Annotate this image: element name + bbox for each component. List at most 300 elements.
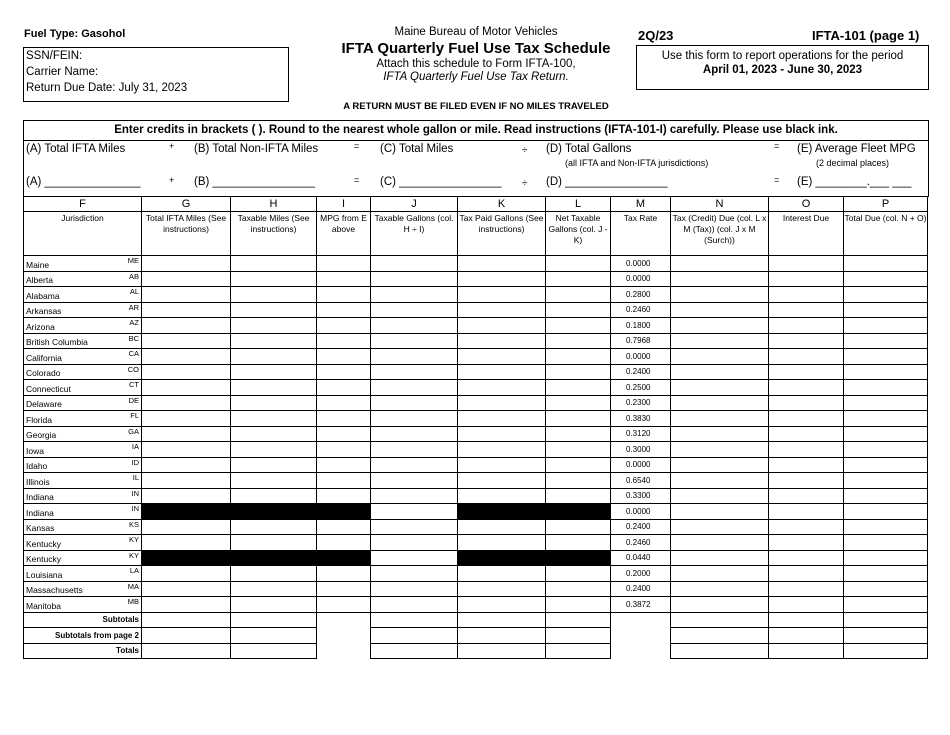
entry-cell-i[interactable] bbox=[317, 473, 371, 489]
entry-cell-l[interactable] bbox=[546, 581, 611, 597]
entry-cell-k[interactable] bbox=[458, 395, 546, 411]
table-row bbox=[24, 457, 928, 473]
entry-cell-p[interactable] bbox=[844, 519, 928, 535]
entry-cell-p[interactable] bbox=[844, 333, 928, 349]
tax-rate-cell: 0.7968 bbox=[611, 333, 671, 349]
column-header: Tax Paid Gallons (See instructions) bbox=[458, 212, 546, 256]
entry-cell-p[interactable] bbox=[844, 426, 928, 442]
total-cell-g[interactable] bbox=[142, 612, 231, 628]
jurisdiction-code: KY bbox=[128, 550, 139, 560]
total-ifta-miles-label: (A) Total IFTA Miles bbox=[26, 143, 126, 155]
entry-cell-k[interactable] bbox=[458, 442, 546, 458]
table-row bbox=[24, 256, 928, 272]
entry-cell-k[interactable] bbox=[458, 256, 546, 272]
jurisdiction-code: MB bbox=[127, 597, 139, 606]
entry-cell-h[interactable] bbox=[231, 426, 317, 442]
entry-cell-l[interactable] bbox=[546, 318, 611, 334]
jurisdiction-cell bbox=[24, 302, 142, 318]
entry-cell-p[interactable] bbox=[844, 442, 928, 458]
entry-cell-n[interactable] bbox=[671, 581, 769, 597]
entry-cell-h[interactable] bbox=[231, 535, 317, 551]
entry-cell-i[interactable] bbox=[317, 581, 371, 597]
entry-cell-o[interactable] bbox=[769, 380, 844, 396]
entry-cell-k[interactable] bbox=[458, 597, 546, 613]
form-header bbox=[300, 26, 652, 83]
tax-rate-cell: 0.2500 bbox=[611, 380, 671, 396]
column-letter: P bbox=[844, 197, 928, 212]
entry-cell-o[interactable] bbox=[769, 287, 844, 303]
jurisdiction-name: Manitoba bbox=[26, 600, 61, 611]
entry-cell-g[interactable] bbox=[142, 395, 231, 411]
entry-cell-p[interactable] bbox=[844, 504, 928, 520]
entry-cell-g[interactable] bbox=[142, 597, 231, 613]
entry-cell-p[interactable] bbox=[844, 380, 928, 396]
entry-cell-l[interactable] bbox=[546, 488, 611, 504]
entry-cell-k[interactable] bbox=[458, 535, 546, 551]
jurisdiction-code: AR bbox=[128, 302, 139, 312]
jurisdiction-code: AB bbox=[128, 271, 139, 281]
entry-cell-h[interactable] bbox=[231, 380, 317, 396]
entry-cell-l[interactable] bbox=[546, 411, 611, 427]
entry-cell-k[interactable] bbox=[458, 411, 546, 427]
total-cell-p[interactable] bbox=[844, 643, 928, 659]
entry-cell-k[interactable] bbox=[458, 318, 546, 334]
total-cell-n[interactable] bbox=[671, 643, 769, 659]
tax-rate-cell: 0.6540 bbox=[611, 473, 671, 489]
entry-cell-i[interactable] bbox=[317, 333, 371, 349]
total-non-ifta-miles-input[interactable]: (B) ________________ bbox=[194, 176, 315, 188]
table-row bbox=[24, 597, 928, 613]
jurisdiction-code: IN bbox=[131, 504, 139, 513]
jurisdiction-code: ME bbox=[127, 256, 139, 265]
entry-cell-j[interactable] bbox=[371, 426, 458, 442]
entry-cell-j[interactable] bbox=[371, 535, 458, 551]
entry-cell-g[interactable] bbox=[142, 380, 231, 396]
total-cell-p[interactable] bbox=[844, 612, 928, 628]
table-row bbox=[24, 271, 928, 287]
entry-cell-p[interactable] bbox=[844, 411, 928, 427]
entry-cell-k[interactable] bbox=[458, 566, 546, 582]
entry-cell-p[interactable] bbox=[844, 287, 928, 303]
entry-cell-l[interactable] bbox=[546, 380, 611, 396]
entry-cell-i[interactable] bbox=[317, 318, 371, 334]
entry-cell-n[interactable] bbox=[671, 287, 769, 303]
total-cell-h[interactable] bbox=[231, 612, 317, 628]
entry-cell-o[interactable] bbox=[769, 457, 844, 473]
entry-cell-j[interactable] bbox=[371, 550, 458, 566]
entry-cell-k[interactable] bbox=[458, 519, 546, 535]
entry-cell-n[interactable] bbox=[671, 535, 769, 551]
entry-cell-g[interactable] bbox=[142, 442, 231, 458]
entry-cell-j[interactable] bbox=[371, 504, 458, 520]
entry-cell-i[interactable] bbox=[317, 566, 371, 582]
column-letter: N bbox=[671, 197, 769, 212]
entry-cell-p[interactable] bbox=[844, 364, 928, 380]
entry-cell-j[interactable] bbox=[371, 488, 458, 504]
entry-cell-k[interactable] bbox=[458, 302, 546, 318]
entry-cell-o[interactable] bbox=[769, 488, 844, 504]
entry-cell-n[interactable] bbox=[671, 488, 769, 504]
quarter-label: 2Q/23 bbox=[638, 28, 674, 43]
blocked-cell bbox=[231, 550, 317, 566]
table-row bbox=[24, 566, 928, 582]
jurisdiction-cell bbox=[24, 566, 142, 582]
entry-cell-l[interactable] bbox=[546, 364, 611, 380]
entry-cell-k[interactable] bbox=[458, 364, 546, 380]
subtotals-row-label: Subtotals bbox=[24, 612, 142, 628]
entry-cell-o[interactable] bbox=[769, 395, 844, 411]
entry-cell-l[interactable] bbox=[546, 597, 611, 613]
total-cell-j[interactable] bbox=[371, 612, 458, 628]
total-cell-p[interactable] bbox=[844, 628, 928, 644]
entry-cell-h[interactable] bbox=[231, 488, 317, 504]
jurisdiction-cell bbox=[24, 597, 142, 613]
entry-cell-n[interactable] bbox=[671, 380, 769, 396]
jurisdiction-name: Florida bbox=[26, 414, 52, 425]
entry-cell-p[interactable] bbox=[844, 271, 928, 287]
jurisdiction-cell bbox=[24, 287, 142, 303]
total-cell-o[interactable] bbox=[769, 643, 844, 659]
entry-cell-o[interactable] bbox=[769, 597, 844, 613]
entry-cell-n[interactable] bbox=[671, 597, 769, 613]
form-title: IFTA Quarterly Fuel Use Tax Schedule bbox=[341, 40, 611, 57]
entry-cell-h[interactable] bbox=[231, 411, 317, 427]
entry-cell-n[interactable] bbox=[671, 333, 769, 349]
total-cell-n[interactable] bbox=[671, 612, 769, 628]
entry-cell-l[interactable] bbox=[546, 333, 611, 349]
table-row bbox=[24, 473, 928, 489]
entry-cell-h[interactable] bbox=[231, 395, 317, 411]
form-id: IFTA-101 (page 1) bbox=[812, 28, 920, 43]
entry-cell-l[interactable] bbox=[546, 442, 611, 458]
total-cell-l[interactable] bbox=[546, 643, 611, 659]
jurisdiction-cell bbox=[24, 256, 142, 272]
entry-cell-p[interactable] bbox=[844, 597, 928, 613]
entry-cell-g[interactable] bbox=[142, 519, 231, 535]
jurisdiction-name: British Columbia bbox=[26, 337, 88, 347]
entry-cell-k[interactable] bbox=[458, 380, 546, 396]
entry-cell-p[interactable] bbox=[844, 473, 928, 489]
column-letter: G bbox=[142, 197, 231, 212]
total-ifta-miles-input[interactable]: (A) _______________ bbox=[26, 176, 141, 188]
entry-cell-n[interactable] bbox=[671, 566, 769, 582]
column-letter: H bbox=[231, 197, 317, 212]
entry-cell-i[interactable] bbox=[317, 442, 371, 458]
entry-cell-n[interactable] bbox=[671, 318, 769, 334]
table-row bbox=[24, 550, 928, 566]
entry-cell-h[interactable] bbox=[231, 519, 317, 535]
entry-cell-p[interactable] bbox=[844, 566, 928, 582]
entry-cell-j[interactable] bbox=[371, 349, 458, 365]
entry-cell-o[interactable] bbox=[769, 442, 844, 458]
total-cell-h[interactable] bbox=[231, 628, 317, 644]
total-cell-j[interactable] bbox=[371, 628, 458, 644]
entry-cell-i[interactable] bbox=[317, 488, 371, 504]
entry-cell-g[interactable] bbox=[142, 411, 231, 427]
jurisdiction-code: CT bbox=[129, 380, 139, 389]
entry-cell-j[interactable] bbox=[371, 333, 458, 349]
entry-cell-g[interactable] bbox=[142, 364, 231, 380]
average-fleet-mpg-input[interactable]: (E) ________.___ ___ bbox=[797, 176, 912, 188]
entry-cell-k[interactable] bbox=[458, 488, 546, 504]
entry-cell-g[interactable] bbox=[142, 457, 231, 473]
jurisdiction-cell bbox=[24, 473, 142, 489]
entry-cell-n[interactable] bbox=[671, 550, 769, 566]
entry-cell-i[interactable] bbox=[317, 457, 371, 473]
column-letter: L bbox=[546, 197, 611, 212]
entry-cell-j[interactable] bbox=[371, 473, 458, 489]
entry-cell-i[interactable] bbox=[317, 349, 371, 365]
entry-cell-p[interactable] bbox=[844, 302, 928, 318]
entry-cell-h[interactable] bbox=[231, 566, 317, 582]
total-cell-h[interactable] bbox=[231, 643, 317, 659]
entry-cell-i[interactable] bbox=[317, 411, 371, 427]
entry-cell-l[interactable] bbox=[546, 457, 611, 473]
entry-cell-j[interactable] bbox=[371, 597, 458, 613]
entry-cell-i[interactable] bbox=[317, 426, 371, 442]
entry-cell-l[interactable] bbox=[546, 426, 611, 442]
entry-cell-o[interactable] bbox=[769, 473, 844, 489]
entry-cell-h[interactable] bbox=[231, 597, 317, 613]
entry-cell-n[interactable] bbox=[671, 442, 769, 458]
jurisdiction-cell bbox=[24, 349, 142, 365]
jurisdiction-cell bbox=[24, 364, 142, 380]
total-cell-n[interactable] bbox=[671, 628, 769, 644]
entry-cell-g[interactable] bbox=[142, 488, 231, 504]
tax-rate-cell: 0.2400 bbox=[611, 364, 671, 380]
entry-cell-p[interactable] bbox=[844, 349, 928, 365]
entry-cell-k[interactable] bbox=[458, 287, 546, 303]
entry-cell-o[interactable] bbox=[769, 256, 844, 272]
mpg-calculation-box bbox=[23, 120, 929, 197]
carrier-name-field[interactable]: Carrier Name: bbox=[26, 66, 99, 78]
total-gallons-input[interactable]: (D) ________________ bbox=[546, 176, 668, 188]
entry-cell-j[interactable] bbox=[371, 302, 458, 318]
agency-name: Maine Bureau of Motor Vehicles bbox=[394, 26, 558, 38]
jurisdiction-code: IN bbox=[131, 488, 139, 498]
entry-cell-k[interactable] bbox=[458, 271, 546, 287]
jurisdiction-name: Colorado bbox=[26, 368, 61, 378]
column-header: Total IFTA Miles (See instructions) bbox=[142, 212, 231, 256]
column-description-row bbox=[24, 212, 928, 256]
entry-cell-i[interactable] bbox=[317, 519, 371, 535]
entry-cell-i[interactable] bbox=[317, 302, 371, 318]
entry-cell-n[interactable] bbox=[671, 411, 769, 427]
total-cell-o[interactable] bbox=[769, 612, 844, 628]
entry-cell-k[interactable] bbox=[458, 426, 546, 442]
entry-cell-o[interactable] bbox=[769, 426, 844, 442]
total-cell-k[interactable] bbox=[458, 643, 546, 659]
entry-cell-l[interactable] bbox=[546, 287, 611, 303]
entry-cell-j[interactable] bbox=[371, 457, 458, 473]
entry-cell-g[interactable] bbox=[142, 318, 231, 334]
entry-cell-h[interactable] bbox=[231, 318, 317, 334]
table-row bbox=[24, 287, 928, 303]
entry-cell-p[interactable] bbox=[844, 535, 928, 551]
entry-cell-o[interactable] bbox=[769, 364, 844, 380]
entry-cell-j[interactable] bbox=[371, 519, 458, 535]
entry-cell-p[interactable] bbox=[844, 457, 928, 473]
entry-cell-l[interactable] bbox=[546, 566, 611, 582]
jurisdiction-cell bbox=[24, 550, 142, 566]
entry-cell-l[interactable] bbox=[546, 473, 611, 489]
column-header: Tax Rate bbox=[611, 212, 671, 256]
entry-cell-n[interactable] bbox=[671, 473, 769, 489]
entry-cell-i[interactable] bbox=[317, 256, 371, 272]
jurisdiction-cell bbox=[24, 411, 142, 427]
jurisdiction-cell bbox=[24, 504, 142, 520]
table-row bbox=[24, 411, 928, 427]
entry-cell-h[interactable] bbox=[231, 256, 317, 272]
column-header: Tax (Credit) Due (col. L x M (Tax)) (col. J x M (Surch)) bbox=[671, 212, 769, 256]
entry-cell-p[interactable] bbox=[844, 488, 928, 504]
total-cell-l[interactable] bbox=[546, 612, 611, 628]
total-gallons-label: (D) Total Gallons bbox=[546, 143, 632, 155]
entry-cell-o[interactable] bbox=[769, 411, 844, 427]
entry-cell-j[interactable] bbox=[371, 287, 458, 303]
entry-cell-p[interactable] bbox=[844, 550, 928, 566]
entry-cell-p[interactable] bbox=[844, 318, 928, 334]
entry-cell-g[interactable] bbox=[142, 349, 231, 365]
entry-cell-k[interactable] bbox=[458, 349, 546, 365]
entry-cell-h[interactable] bbox=[231, 271, 317, 287]
entry-cell-g[interactable] bbox=[142, 426, 231, 442]
entry-cell-g[interactable] bbox=[142, 333, 231, 349]
entry-cell-j[interactable] bbox=[371, 581, 458, 597]
total-non-ifta-miles-label: (B) Total Non-IFTA Miles bbox=[194, 143, 319, 155]
entry-cell-j[interactable] bbox=[371, 256, 458, 272]
entry-cell-l[interactable] bbox=[546, 302, 611, 318]
total-miles-input[interactable]: (C) ________________ bbox=[380, 176, 502, 188]
entry-cell-g[interactable] bbox=[142, 271, 231, 287]
entry-cell-o[interactable] bbox=[769, 550, 844, 566]
entry-cell-o[interactable] bbox=[769, 349, 844, 365]
entry-cell-n[interactable] bbox=[671, 364, 769, 380]
entry-cell-h[interactable] bbox=[231, 457, 317, 473]
entry-cell-l[interactable] bbox=[546, 535, 611, 551]
jurisdiction-code: KY bbox=[128, 535, 139, 544]
table-row bbox=[24, 581, 928, 597]
entry-cell-h[interactable] bbox=[231, 287, 317, 303]
entry-cell-h[interactable] bbox=[231, 333, 317, 349]
entry-cell-k[interactable] bbox=[458, 333, 546, 349]
entry-cell-g[interactable] bbox=[142, 535, 231, 551]
entry-cell-l[interactable] bbox=[546, 256, 611, 272]
entry-cell-i[interactable] bbox=[317, 271, 371, 287]
entry-cell-i[interactable] bbox=[317, 535, 371, 551]
entry-cell-p[interactable] bbox=[844, 256, 928, 272]
entry-cell-h[interactable] bbox=[231, 364, 317, 380]
total-cell-o[interactable] bbox=[769, 628, 844, 644]
entry-cell-l[interactable] bbox=[546, 395, 611, 411]
table-row bbox=[24, 442, 928, 458]
entry-cell-j[interactable] bbox=[371, 411, 458, 427]
entry-cell-n[interactable] bbox=[671, 256, 769, 272]
entry-cell-g[interactable] bbox=[142, 566, 231, 582]
table-row bbox=[24, 380, 928, 396]
entry-cell-n[interactable] bbox=[671, 457, 769, 473]
jurisdiction-code: ID bbox=[131, 457, 139, 467]
ssn-fein-field[interactable]: SSN/FEIN: bbox=[26, 50, 83, 62]
entry-cell-j[interactable] bbox=[371, 318, 458, 334]
table-row bbox=[24, 349, 928, 365]
jurisdiction-name: Idaho bbox=[26, 461, 48, 471]
entry-cell-o[interactable] bbox=[769, 333, 844, 349]
total-cell-j[interactable] bbox=[371, 643, 458, 659]
entry-cell-o[interactable] bbox=[769, 318, 844, 334]
entry-cell-h[interactable] bbox=[231, 473, 317, 489]
entry-cell-p[interactable] bbox=[844, 395, 928, 411]
entry-cell-n[interactable] bbox=[671, 271, 769, 287]
entry-cell-k[interactable] bbox=[458, 473, 546, 489]
entry-cell-k[interactable] bbox=[458, 581, 546, 597]
entry-cell-n[interactable] bbox=[671, 349, 769, 365]
entry-cell-o[interactable] bbox=[769, 519, 844, 535]
entry-cell-l[interactable] bbox=[546, 519, 611, 535]
tax-rate-cell: 0.2800 bbox=[611, 287, 671, 303]
total-cell-k[interactable] bbox=[458, 612, 546, 628]
entry-cell-g[interactable] bbox=[142, 473, 231, 489]
entry-cell-o[interactable] bbox=[769, 566, 844, 582]
total-cell-l[interactable] bbox=[546, 628, 611, 644]
entry-cell-g[interactable] bbox=[142, 256, 231, 272]
subtotals-page2-row-label: Subtotals from page 2 bbox=[24, 628, 142, 644]
entry-cell-i[interactable] bbox=[317, 395, 371, 411]
entry-cell-i[interactable] bbox=[317, 364, 371, 380]
jurisdiction-code: CO bbox=[127, 364, 139, 374]
jurisdiction-name: Massachusetts bbox=[26, 585, 83, 595]
entry-cell-p[interactable] bbox=[844, 581, 928, 597]
entry-cell-j[interactable] bbox=[371, 271, 458, 287]
tax-rate-cell: 0.2000 bbox=[611, 566, 671, 582]
entry-cell-l[interactable] bbox=[546, 349, 611, 365]
entry-cell-k[interactable] bbox=[458, 457, 546, 473]
entry-cell-h[interactable] bbox=[231, 302, 317, 318]
entry-cell-o[interactable] bbox=[769, 302, 844, 318]
total-cell-g[interactable] bbox=[142, 643, 231, 659]
entry-cell-h[interactable] bbox=[231, 442, 317, 458]
jurisdiction-name: Maine bbox=[26, 259, 50, 270]
column-header: Interest Due bbox=[769, 212, 844, 256]
entry-cell-n[interactable] bbox=[671, 504, 769, 520]
entry-cell-j[interactable] bbox=[371, 395, 458, 411]
total-cell-k[interactable] bbox=[458, 628, 546, 644]
entry-cell-o[interactable] bbox=[769, 504, 844, 520]
entry-cell-j[interactable] bbox=[371, 364, 458, 380]
entry-cell-j[interactable] bbox=[371, 380, 458, 396]
entry-cell-o[interactable] bbox=[769, 271, 844, 287]
entry-cell-j[interactable] bbox=[371, 442, 458, 458]
entry-cell-o[interactable] bbox=[769, 581, 844, 597]
entry-cell-j[interactable] bbox=[371, 566, 458, 582]
entry-cell-n[interactable] bbox=[671, 426, 769, 442]
entry-cell-h[interactable] bbox=[231, 581, 317, 597]
entry-cell-n[interactable] bbox=[671, 395, 769, 411]
entry-cell-g[interactable] bbox=[142, 581, 231, 597]
entry-cell-i[interactable] bbox=[317, 287, 371, 303]
entry-cell-g[interactable] bbox=[142, 302, 231, 318]
entry-cell-g[interactable] bbox=[142, 287, 231, 303]
entry-cell-i[interactable] bbox=[317, 380, 371, 396]
entry-cell-n[interactable] bbox=[671, 519, 769, 535]
column-header: Total Due (col. N + O) bbox=[844, 212, 928, 256]
entry-cell-l[interactable] bbox=[546, 271, 611, 287]
entry-cell-o[interactable] bbox=[769, 535, 844, 551]
entry-cell-h[interactable] bbox=[231, 349, 317, 365]
total-cell-g[interactable] bbox=[142, 628, 231, 644]
entry-cell-i[interactable] bbox=[317, 597, 371, 613]
entry-cell-n[interactable] bbox=[671, 302, 769, 318]
